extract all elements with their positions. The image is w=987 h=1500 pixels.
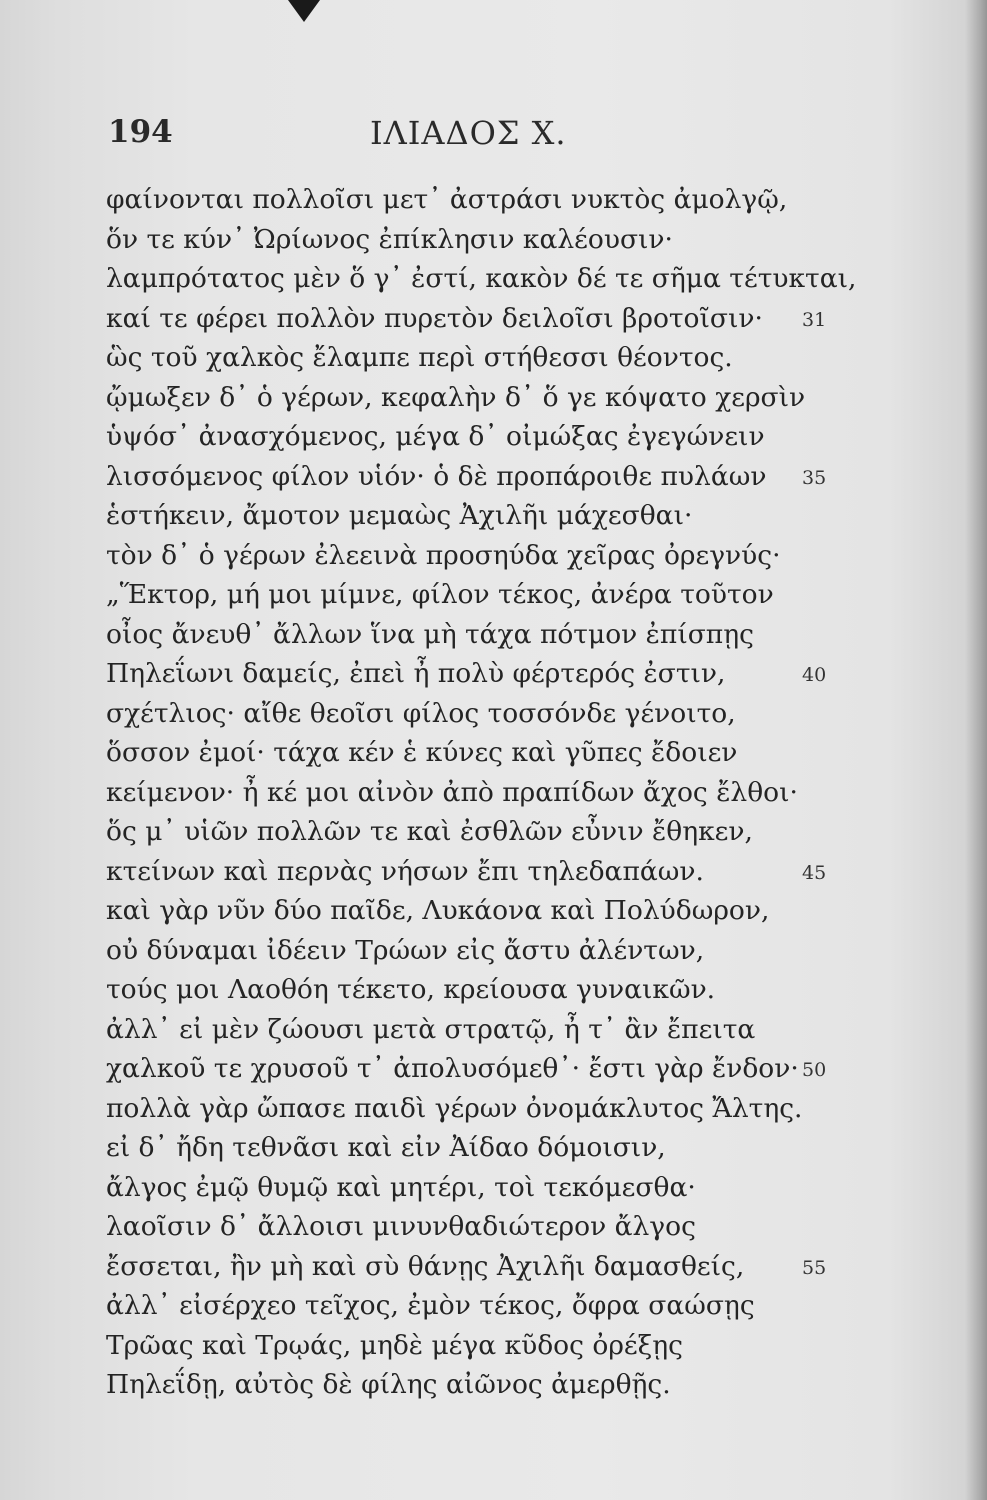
verse-text: λαμπρότατος μὲν ὅ γ᾽ ἐστί, κακὸν δέ τε σῆμα τέτυκται, bbox=[106, 263, 857, 294]
line-number: 40 bbox=[802, 664, 827, 686]
binding-mark bbox=[288, 0, 320, 22]
verse-text: οἶος ἄνευθ᾽ ἄλλων ἵνα μὴ τάχα πότμον ἐπίσπῃς bbox=[106, 618, 754, 650]
verse-text: χαλκοῦ τε χρυσοῦ τ᾽ ἀπολυσόμεθ᾽· ἔστι γὰρ ἔνδον· bbox=[106, 1053, 799, 1084]
line-number: 31 bbox=[802, 308, 827, 331]
verse-text: ὅν τε κύν᾽ Ὠρίωνος ἐπίκλησιν καλέουσιν· bbox=[106, 223, 673, 255]
verse-text: καὶ γὰρ νῦν δύο παῖδε, Λυκάονα καὶ Πολύδωρον, bbox=[106, 895, 770, 926]
verse-text: εἰ δ᾽ ἤδη τεθνᾶσι καὶ εἰν Ἀίδαο δόμοισιν, bbox=[106, 1132, 666, 1163]
verse-text: κτείνων καὶ περνὰς νήσων ἔπι τηλεδαπάων. bbox=[106, 855, 704, 887]
verse-text: σχέτλιος· αἴθε θεοῖσι φίλος τοσσόνδε γένοιτο, bbox=[106, 697, 736, 729]
verse-line bbox=[0, 1168, 987, 1208]
verse-line bbox=[0, 259, 987, 299]
verse-line bbox=[0, 812, 987, 852]
verse-line bbox=[0, 1247, 987, 1287]
verse-text: ἄλγος ἐμῷ θυμῷ καὶ μητέρι, τοὶ τεκόμεσθα· bbox=[106, 1171, 696, 1203]
verse-block bbox=[0, 180, 987, 1405]
verse-text: τὸν δ᾽ ὁ γέρων ἐλεεινὰ προσηύδα χεῖρας ὀρεγνύς· bbox=[106, 539, 781, 571]
verse-line bbox=[0, 1365, 987, 1405]
verse-text: ἀλλ᾽ εἰσέρχεο τεῖχος, ἐμὸν τέκος, ὄφρα σαώσῃς bbox=[106, 1290, 755, 1321]
line-number: 45 bbox=[802, 861, 827, 884]
verse-text: λαοῖσιν δ᾽ ἄλλοισι μινυνθαδιώτερον ἄλγος bbox=[106, 1211, 696, 1242]
line-number: 35 bbox=[802, 466, 827, 489]
verse-line bbox=[0, 1049, 987, 1089]
verse-line bbox=[0, 1089, 987, 1129]
verse-text: ἑστήκειν, ἄμοτον μεμαὼς Ἀχιλῆι μάχεσθαι· bbox=[106, 500, 693, 531]
verse-line bbox=[0, 931, 987, 971]
verse-line bbox=[0, 496, 987, 536]
verse-text: λισσόμενος φίλον υἱόν· ὁ δὲ προπάροιθε πυλάων bbox=[106, 460, 767, 492]
verse-text: ὑψόσ᾽ ἀνασχόμενος, μέγα δ᾽ οἰμώξας ἐγεγώνειν bbox=[106, 421, 765, 452]
verse-line bbox=[0, 1207, 987, 1247]
verse-line bbox=[0, 457, 987, 497]
verse-text: ὣς τοῦ χαλκὸς ἔλαμπε περὶ στήθεσσι θέοντος. bbox=[106, 342, 733, 373]
verse-line bbox=[0, 773, 987, 813]
line-number: 55 bbox=[802, 1256, 827, 1279]
verse-line bbox=[0, 1326, 987, 1366]
verse-line bbox=[0, 378, 987, 418]
verse-text: „Ἕκτορ, μή μοι μίμνε, φίλον τέκος, ἀνέρα τοῦτον bbox=[106, 579, 774, 610]
verse-text: ἔσσεται, ἢν μὴ καὶ σὺ θάνῃς Ἀχιλῆι δαμασθείς, bbox=[106, 1250, 745, 1282]
verse-text: κείμενον· ἦ κέ μοι αἰνὸν ἀπὸ πραπίδων ἄχος ἔλθοι· bbox=[106, 776, 798, 808]
verse-text: ἀλλ᾽ εἰ μὲν ζώουσι μετὰ στρατῷ, ἦ τ᾽ ἂν ἔπειτα bbox=[106, 1013, 756, 1045]
verse-line bbox=[0, 1128, 987, 1168]
verse-text: πολλὰ γὰρ ὤπασε παιδὶ γέρων ὀνομάκλυτος Ἄλτης. bbox=[106, 1092, 803, 1124]
verse-text: Τρῶας καὶ Τρῳάς, μηδὲ μέγα κῦδος ὀρέξῃς bbox=[106, 1329, 683, 1361]
verse-line bbox=[0, 299, 987, 339]
verse-line bbox=[0, 615, 987, 655]
verse-line bbox=[0, 220, 987, 260]
verse-text: Πηλεΐδῃ, αὐτὸς δὲ φίλης αἰῶνος ἀμερθῇς. bbox=[106, 1369, 671, 1400]
verse-line bbox=[0, 852, 987, 892]
verse-text: τούς μοι Λαοθόη τέκετο, κρείουσα γυναικῶν. bbox=[106, 974, 716, 1005]
verse-text: φαίνονται πολλοῖσι μετ᾽ ἀστράσι νυκτὸς ἀμολγῷ, bbox=[106, 184, 788, 215]
verse-line bbox=[0, 1286, 987, 1326]
verse-text: ὅς μ᾽ υἱῶν πολλῶν τε καὶ ἐσθλῶν εὖνιν ἔθηκεν, bbox=[106, 816, 753, 847]
verse-line bbox=[0, 575, 987, 615]
verse-line bbox=[0, 654, 987, 694]
verse-line bbox=[0, 891, 987, 931]
verse-line bbox=[0, 536, 987, 576]
verse-text: οὐ δύναμαι ἰδέειν Τρώων εἰς ἄστυ ἀλέντων, bbox=[106, 934, 705, 966]
verse-line bbox=[0, 1010, 987, 1050]
verse-line bbox=[0, 733, 987, 773]
verse-line bbox=[0, 180, 987, 220]
verse-line bbox=[0, 694, 987, 734]
running-title: ΙΛΙΑΔΟΣ Χ. bbox=[370, 114, 567, 152]
verse-text: ὅσσον ἐμοί· τάχα κέν ἑ κύνες καὶ γῦπες ἔδοιεν bbox=[106, 737, 738, 768]
verse-line bbox=[0, 417, 987, 457]
verse-text: Πηλεΐωνι δαμείς, ἐπεὶ ἦ πολὺ φέρτερός ἐστιν, bbox=[106, 658, 726, 689]
verse-text: καί τε φέρει πολλὸν πυρετὸν δειλοῖσι βροτοῖσιν· bbox=[106, 302, 763, 334]
line-number: 50 bbox=[802, 1059, 827, 1081]
verse-text: ᾤμωξεν δ᾽ ὁ γέρων, κεφαλὴν δ᾽ ὅ γε κόψατο χερσὶν bbox=[106, 381, 806, 413]
page-number: 194 bbox=[108, 114, 173, 150]
running-header bbox=[0, 114, 987, 154]
verse-line bbox=[0, 338, 987, 378]
verse-line bbox=[0, 970, 987, 1010]
